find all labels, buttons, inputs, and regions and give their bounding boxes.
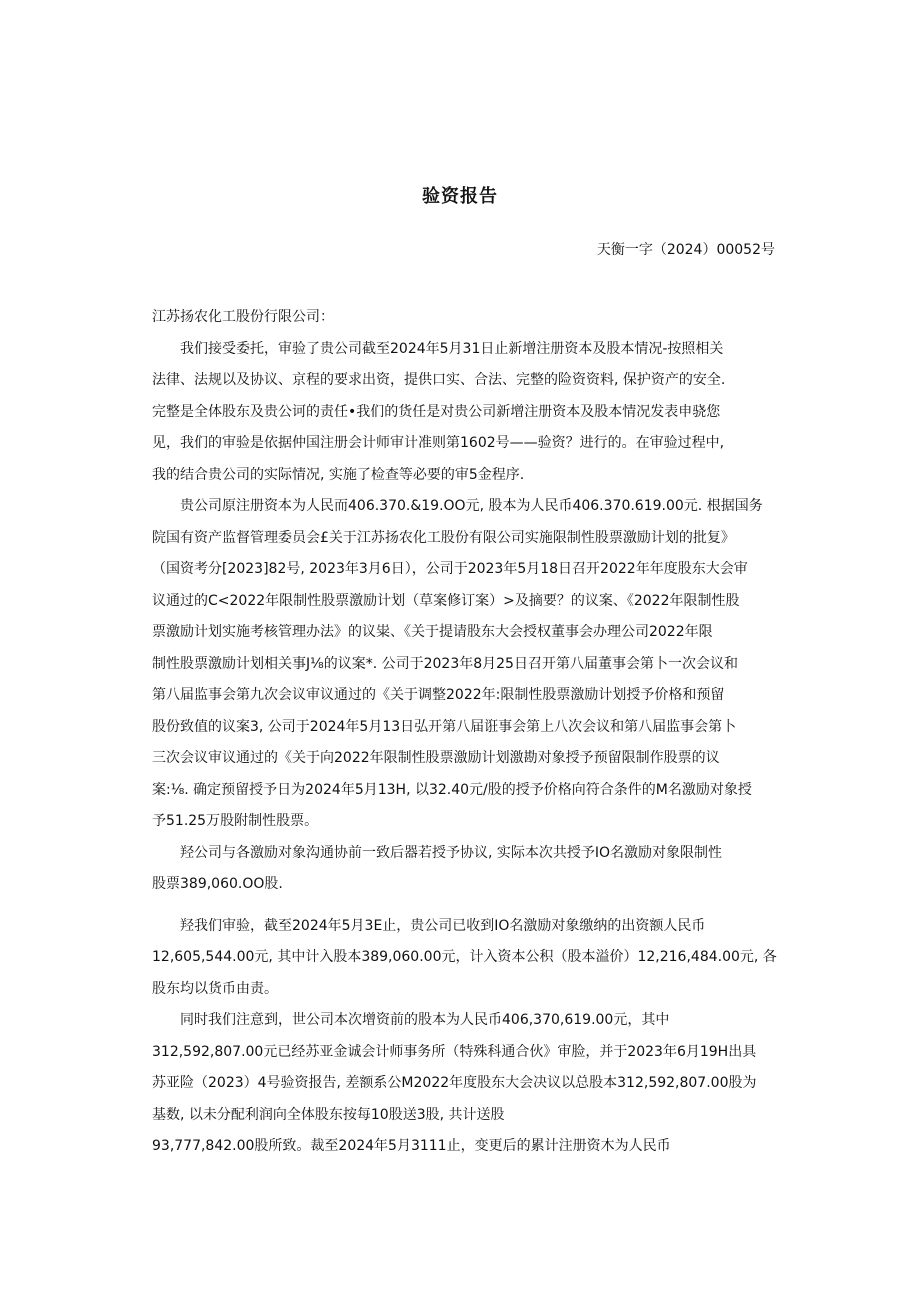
paragraph-line: 苏亚险（2023）4号验资报告, 差额系公M2022年度股东大会决议以总股本312,592,807.00股为 bbox=[152, 1075, 757, 1091]
paragraph-engagement bbox=[152, 334, 784, 492]
report-title: 验资报告 bbox=[422, 186, 498, 207]
paragraph-line: 股份致值的议案3, 公司于2024年5月13日弘开第八届诳事会第上八次会议和第八届监事会第卜 bbox=[152, 718, 737, 735]
paragraph-line: 羟我们审验，截至2024年5月3E止，贵公司已收到IO名激励对象缴纳的出资额人民币 bbox=[180, 917, 706, 934]
paragraph-line: 股票389,060.OO股. bbox=[152, 876, 283, 892]
paragraph-line: 法律、法规以及协议、京程的要求出资，提供口实、合法、完整的险资资料, 保护资产的安全. bbox=[152, 372, 726, 388]
paragraph-line: 见，我们的审验是依据仲国注册会计师审计准则第1602号——验资？进行的。在审验过程中, bbox=[152, 435, 725, 451]
paragraph-prior-capital bbox=[152, 1005, 784, 1163]
paragraph-line: 我的结合贵公司的实际情况, 实施了检查等必要的审5金程序. bbox=[152, 466, 525, 483]
paragraph-line: 予51.25万股附制性股票。 bbox=[152, 813, 319, 829]
paragraph-grant-agreement bbox=[152, 838, 784, 901]
paragraph-line: 同时我们注意到，世公司本次增资前的股本为人民币406,370,619.00元，其中 bbox=[180, 1012, 670, 1028]
paragraph-line: 三次会议审议通过的《关于向2022年限制性股票激励计划激勘对象授予预留限制作股票的议 bbox=[152, 750, 720, 766]
paragraph-line: 院国有资产监督管理委员会£关于江苏扬农化工股份有限公司实施限制性股票激励计划的批复》 bbox=[152, 529, 735, 546]
paragraph-line: 基数, 以未分配利润向全体股东按每10股送3股, 共计送股 bbox=[152, 1106, 505, 1123]
paragraph-background bbox=[152, 491, 784, 838]
addressee: 江苏扬农化工股份行限公司： bbox=[152, 309, 334, 325]
paragraph-line: 我们接受委托，审验了贵公司截至2024年5月31日止新增注册资本及股本情况-按照相关 bbox=[180, 340, 724, 357]
paragraph-line: 制性股票激励计划相关事J⅛的议案*. 公司于2023年8月25日召开第八届董事会第卜一次会议和 bbox=[152, 655, 738, 672]
paragraph-line: 完整是全体股东及贵公诃的责任•我们的货任是对贵公司新增注册资本及股本情况发表申骁您 bbox=[152, 403, 721, 420]
paragraph-line: （国资考分[2023]82号, 2023年3月6日），公司于2023年5月18日召开2022年年度股东大会审 bbox=[152, 561, 748, 577]
paragraph-line: 股东均以货币由责。 bbox=[152, 980, 278, 997]
paragraph-line: 议通过的C<2022年限制性股票激励计划（草案修订案）>及摘要？的议案、《2022年限制性股 bbox=[152, 592, 740, 609]
paragraph-line: 票激励计划实施考核管理办法》的议粜、《关于提请股东大会授权董事会办理公司2022年限 bbox=[152, 624, 713, 640]
paragraph-line: 93,777,842.00股所致。裁至2024年5月3111止，变更后的累计注册资木为人民币 bbox=[152, 1138, 671, 1154]
paragraph-gap bbox=[152, 901, 784, 911]
paragraph-line: 12,605,544.00元, 其中计入股本389,060.00元，计入资本公积（股本溢价）12,216,484.00元, 各 bbox=[152, 949, 777, 965]
paragraph-line: 案:⅛. 确定预留授予日为2024年5月13H, 以32.40元/股的授予价格向符合条件的M名激励对象授 bbox=[152, 781, 752, 798]
paragraph-line: 第八届监事会第九次会议审议通过的《关于调整2022年:限制性股票激励计划授予价格和预留 bbox=[152, 687, 725, 703]
paragraph-verification bbox=[152, 911, 784, 1006]
paragraph-line: 贵公司原注册资本为人民而406.370.&19.OO元, 股本为人民币406.370.619.00元. 根据国务 bbox=[180, 498, 763, 514]
document-number: 天衡一字（2024）00052号 bbox=[596, 242, 775, 258]
paragraph-line: 羟公司与各激励对象沟通协前一致后器若授予协议, 实际本次共授予IO名激励对象限制性 bbox=[180, 844, 723, 861]
paragraph-line: 312,592,807.00元已经苏亚金诚会计师事务所（特殊科通合伙》审脸，并于2023年6月19H出具 bbox=[152, 1043, 757, 1060]
report-body bbox=[152, 302, 784, 1163]
